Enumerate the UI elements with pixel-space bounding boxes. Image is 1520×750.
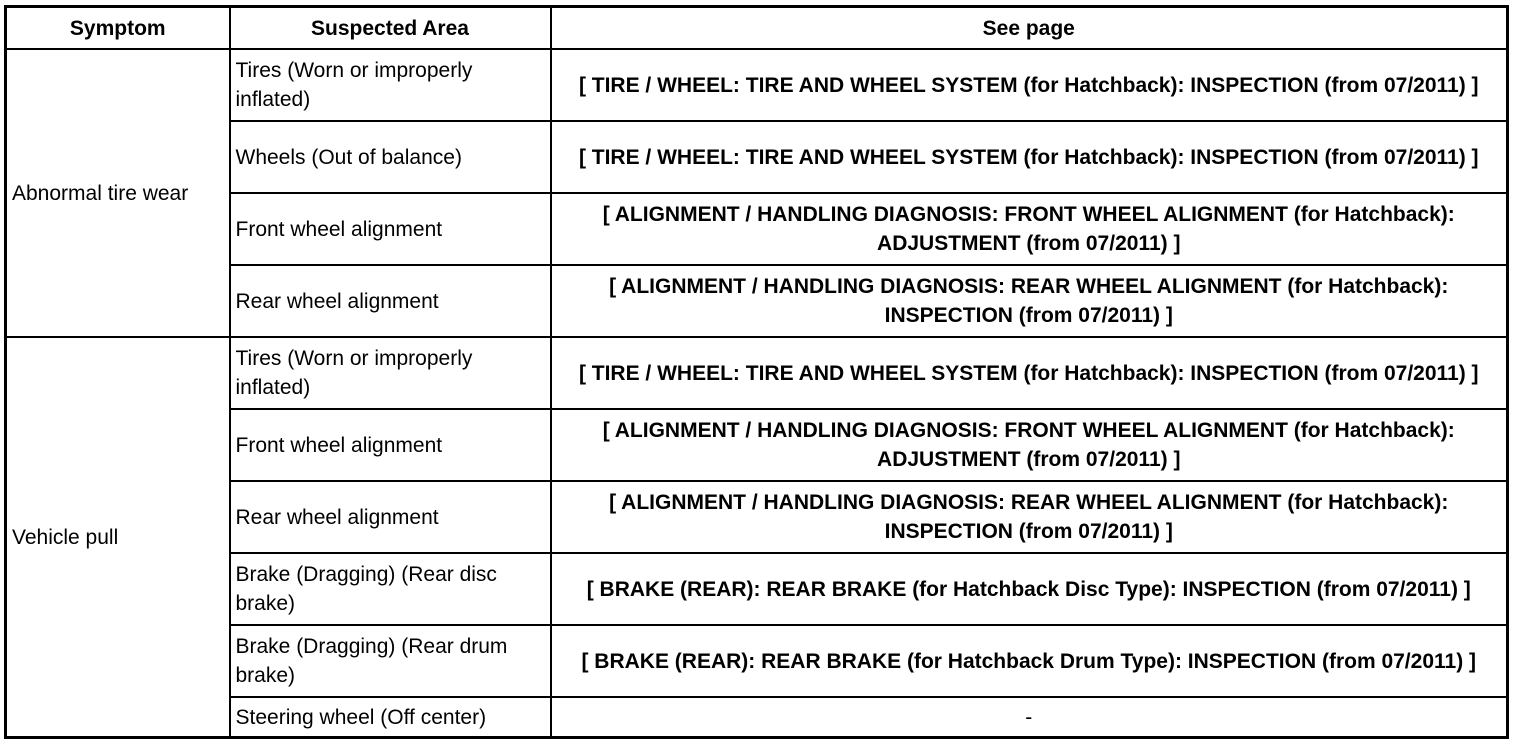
suspected-area-cell: Steering wheel (Off center) [230,697,551,738]
suspected-area-cell: Brake (Dragging) (Rear disc brake) [230,553,551,625]
header-row [6,7,1508,50]
suspected-area-cell: Tires (Worn or improperly inflated) [230,49,551,121]
see-page-link[interactable]: [ ALIGNMENT / HANDLING DIAGNOSIS: FRONT WHEEL ALIGNMENT (for Hatchback): ADJUSTMENT (from 07/2011) ] [551,409,1508,481]
symptom-cell: Vehicle pull [6,337,230,738]
suspected-area-cell: Front wheel alignment [230,193,551,265]
suspected-area-cell: Front wheel alignment [230,409,551,481]
see-page-link[interactable]: [ TIRE / WHEEL: TIRE AND WHEEL SYSTEM (for Hatchback): INSPECTION (from 07/2011) ] [551,49,1508,121]
suspected-area-cell: Rear wheel alignment [230,265,551,337]
table-row [6,121,1508,193]
table-row [6,49,1508,121]
see-page-link[interactable]: [ ALIGNMENT / HANDLING DIAGNOSIS: REAR WHEEL ALIGNMENT (for Hatchback): INSPECTION (from 07/2011) ] [551,481,1508,553]
table-row [6,553,1508,625]
header-suspected-area: Suspected Area [230,7,551,50]
table-row [6,625,1508,697]
table-row [6,697,1508,738]
see-page-link[interactable]: [ ALIGNMENT / HANDLING DIAGNOSIS: REAR WHEEL ALIGNMENT (for Hatchback): INSPECTION (from 07/2011) ] [551,265,1508,337]
see-page-link[interactable]: [ BRAKE (REAR): REAR BRAKE (for Hatchback Drum Type): INSPECTION (from 07/2011) ] [551,625,1508,697]
header-see-page: See page [551,7,1508,50]
suspected-area-cell: Rear wheel alignment [230,481,551,553]
diagnosis-table [4,5,1509,739]
symptom-cell: Abnormal tire wear [6,49,230,337]
table-row [6,337,1508,409]
see-page-link[interactable]: [ TIRE / WHEEL: TIRE AND WHEEL SYSTEM (for Hatchback): INSPECTION (from 07/2011) ] [551,121,1508,193]
see-page-cell: - [551,697,1508,738]
table-row [6,409,1508,481]
table-row [6,481,1508,553]
header-symptom: Symptom [6,7,230,50]
table-row [6,193,1508,265]
suspected-area-cell: Wheels (Out of balance) [230,121,551,193]
suspected-area-cell: Brake (Dragging) (Rear drum brake) [230,625,551,697]
see-page-link[interactable]: [ TIRE / WHEEL: TIRE AND WHEEL SYSTEM (for Hatchback): INSPECTION (from 07/2011) ] [551,337,1508,409]
see-page-link[interactable]: [ BRAKE (REAR): REAR BRAKE (for Hatchback Disc Type): INSPECTION (from 07/2011) ] [551,553,1508,625]
suspected-area-cell: Tires (Worn or improperly inflated) [230,337,551,409]
table-row [6,265,1508,337]
see-page-link[interactable]: [ ALIGNMENT / HANDLING DIAGNOSIS: FRONT WHEEL ALIGNMENT (for Hatchback): ADJUSTMENT (from 07/2011) ] [551,193,1508,265]
